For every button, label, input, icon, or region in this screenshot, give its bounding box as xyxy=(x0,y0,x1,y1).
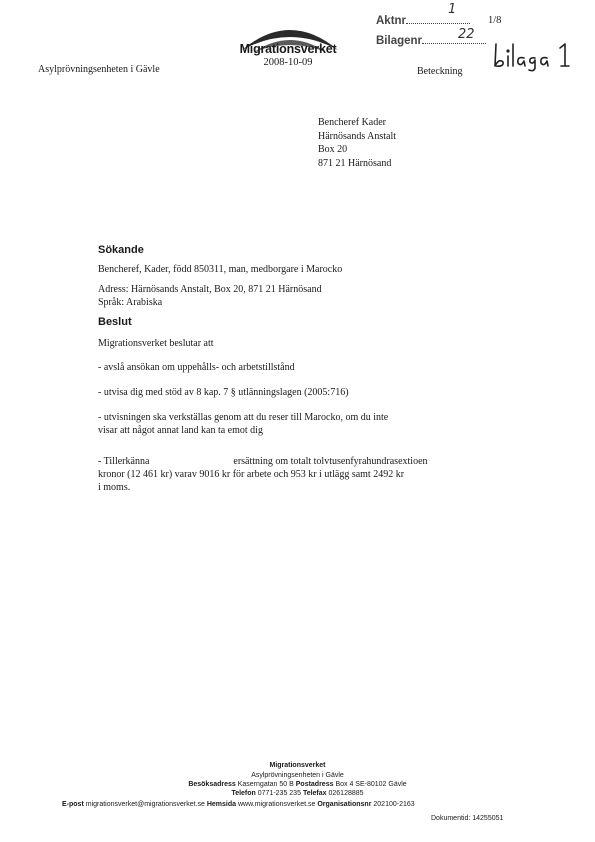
recipient-postal: 871 21 Härnösand xyxy=(318,158,392,169)
bilagenr-label: Bilagenr xyxy=(376,35,423,47)
aktnr-handwritten-value: 1 xyxy=(448,2,457,17)
decision-item-4-line-3: i moms. xyxy=(98,482,131,493)
footer-fax-label: Telefax xyxy=(302,790,327,797)
decision-item-3-line-1: - utvisningen ska verkställas genom att du reser till Marocko, om du inte xyxy=(98,412,389,423)
footer-dokument-label: Dokumentid: xyxy=(431,815,471,822)
footer-post-value: Box 4 SE-80102 Gävle xyxy=(335,781,407,788)
decision-item-4-prefix: - Tillerkänna xyxy=(98,456,150,467)
footer-hemsida-label: Hemsida xyxy=(206,801,237,808)
footer-document-id xyxy=(431,815,503,822)
bilagenr-field xyxy=(376,27,486,47)
footer-besok-value: Kaserngatan 50 B xyxy=(237,781,294,788)
footer-orgnr-value: 202100-2163 xyxy=(373,801,415,808)
bilagenr-dotted-line xyxy=(422,27,486,44)
footer-hemsida-value: www.migrationsverket.se xyxy=(237,801,316,808)
decision-item-2: - utvisa dig med stöd av 8 kap. 7 § utlänningslagen (2005:716) xyxy=(98,387,349,398)
footer-agency: Migrationsverket xyxy=(269,762,326,769)
aktnr-field xyxy=(376,2,470,27)
agency-name: Migrationsverket xyxy=(239,42,337,56)
applicant-address: Adress: Härnösands Anstalt, Box 20, 871 21 Härnösand xyxy=(98,284,322,295)
footer-tel-label: Telefon xyxy=(231,790,256,797)
document-date: 2008-10-09 xyxy=(263,57,313,68)
beslut-heading: Beslut xyxy=(98,316,132,328)
page-number: 1/8 xyxy=(488,15,502,26)
decision-item-4-amount-text: ersättning om totalt tolvtusenfyrahundrasextioen xyxy=(233,456,428,467)
footer-unit: Asylprövningsenheten i Gävle xyxy=(251,772,344,779)
footer-post-label: Postadress xyxy=(295,781,334,788)
footer-epost-label: E-post xyxy=(62,801,84,808)
aktnr-label: Aktnr xyxy=(376,15,407,27)
footer-dokument-value: 14255051 xyxy=(472,815,504,822)
footer-besok-label: Besöksadress xyxy=(188,781,236,788)
decision-item-4-line-1 xyxy=(98,455,428,468)
footer-address-line xyxy=(0,781,595,788)
decision-item-4-line-2: kronor (12 461 kr) varav 9016 kr för arbete och 953 kr i utlägg samt 2492 kr xyxy=(98,469,405,480)
issuing-unit: Asylprövningsenheten i Gävle xyxy=(38,64,160,75)
applicant-details: Bencheref, Kader, född 850311, man, medborgare i Marocko xyxy=(98,264,343,275)
bilagenr-handwritten-value: 22 xyxy=(458,27,475,42)
footer-epost-value: migrationsverket@migrationsverket.se xyxy=(85,801,205,808)
sokande-heading: Sökande xyxy=(98,244,144,256)
decision-item-3-line-2: visar att något annat land kan ta emot dig xyxy=(98,425,263,436)
bilaga-handwritten-mark xyxy=(490,36,572,72)
footer-fax-value: 026128885 xyxy=(328,790,364,797)
footer-orgnr-label: Organisationsnr xyxy=(317,801,372,808)
footer-tel-value: 0771-235 235 xyxy=(257,790,301,797)
recipient-name: Bencheref Kader xyxy=(318,117,387,128)
recipient-institution: Härnösands Anstalt xyxy=(318,131,397,142)
applicant-language: Språk: Arabiska xyxy=(98,297,163,308)
footer-phone-line xyxy=(0,790,595,797)
decision-item-1: - avslå ansökan om uppehålls- och arbetstillstånd xyxy=(98,362,295,373)
beteckning-label: Beteckning xyxy=(417,66,463,77)
decision-intro: Migrationsverket beslutar att xyxy=(98,338,214,349)
aktnr-dotted-line xyxy=(406,2,470,24)
footer-contact-line xyxy=(62,801,415,808)
recipient-box: Box 20 xyxy=(318,144,348,155)
